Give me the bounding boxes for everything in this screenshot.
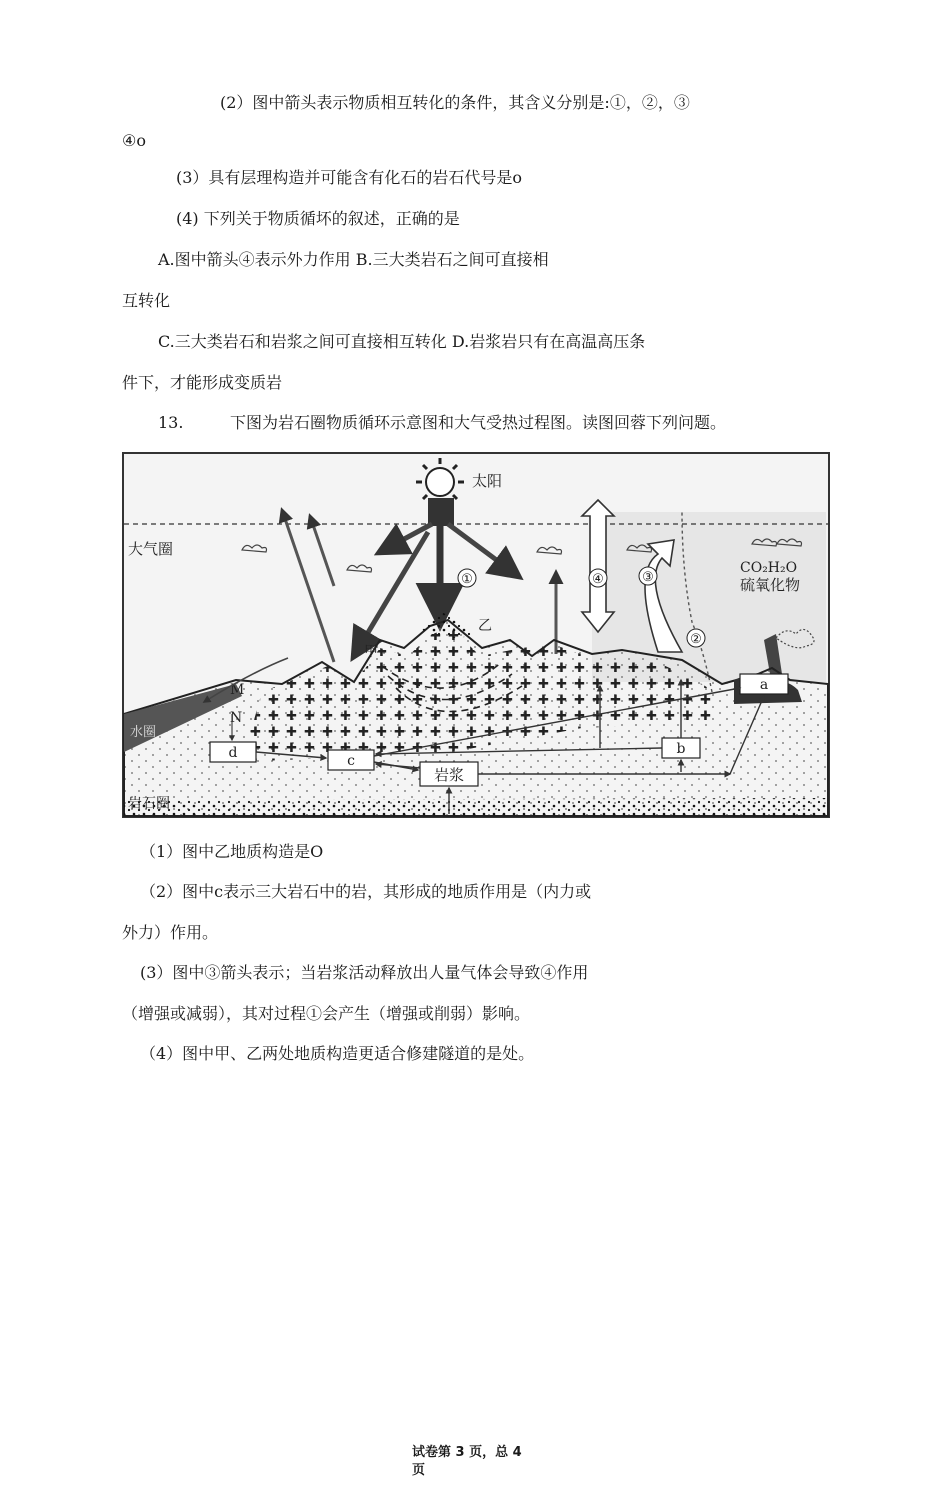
option-a-b: A.图中箭头④表示外力作用 B.三大类岩石之间可直接相 (158, 250, 549, 269)
solar-beam (428, 498, 454, 526)
gases-label-2: 硫氧化物 (740, 576, 801, 594)
bedrock-layer (124, 798, 828, 816)
question-13-part-3-continuation: （增强或减弱），其对过程①会产生（增强或削弱）影响。 (122, 1004, 531, 1023)
question-13-part-1: （1）图中乙地质构造是O (140, 842, 324, 861)
sun-label: 太阳 (472, 472, 503, 490)
question-12-part-3: (3）具有层理构造并可能含有化石的岩石代号是o (176, 168, 523, 187)
question-13-stem: 下图为岩石圈物质循环示意图和大气受热过程图。读图回蓉下列问题。 (230, 413, 727, 432)
question-12-part-2: (2）图中箭头表示物质相互转化的条件，其含义分别是:①，②，③ (220, 93, 690, 112)
m-label: M (230, 682, 245, 698)
atmosphere-label: 大气圈 (128, 540, 174, 558)
arrow-3-label: ③ (642, 570, 654, 585)
option-d-continuation: 件下，才能形成变质岩 (122, 373, 283, 392)
arrow-2-label: ② (690, 632, 702, 647)
page-footer-line-2: 页 (412, 1463, 426, 1478)
yi-label: 乙 (478, 618, 492, 634)
option-c-d: C.三大类岩石和岩浆之间可直接相互转化 D.岩浆岩只有在高温高压条 (158, 332, 646, 351)
lithosphere-label: 岩石圈 (128, 796, 170, 812)
question-13-part-2-continuation: 外力）作用。 (122, 923, 219, 942)
box-a-label: a (759, 677, 769, 693)
hydrosphere-label: 水圈 (130, 725, 157, 740)
gases-label-1: CO₂H₂O (740, 560, 798, 576)
box-c-label: c (347, 753, 355, 769)
box-d-label: d (228, 745, 238, 761)
question-13-number: 13. (158, 413, 184, 432)
jia-label: 甲 (364, 644, 378, 660)
question-13-part-4: （4）图中甲、乙两处地质构造更适合修建隧道的是处。 (140, 1044, 535, 1063)
option-b-continuation: 互转化 (122, 291, 171, 310)
arrow-4-label: ④ (592, 572, 604, 587)
arrow-1-label: ① (461, 572, 473, 587)
question-12-part-4: (4) 下列关于物质循坏的叙述，正确的是 (176, 209, 460, 228)
page-footer-line-1: 试卷第 3 页，总 4 (412, 1445, 522, 1460)
question-12-part-2-continuation: ④o (122, 131, 146, 150)
n-label: N (230, 710, 243, 726)
rock-cycle-diagram (122, 452, 830, 818)
magma-label: 岩浆 (433, 766, 465, 784)
question-13-part-2: （2）图中c表示三大岩石中的岩，其形成的地质作用是（内力或 (140, 882, 592, 901)
question-13-part-3: (3）图中③箭头表示；当岩浆活动释放出人量气体会导致④作用 (140, 963, 589, 982)
box-b-label: b (676, 741, 686, 757)
